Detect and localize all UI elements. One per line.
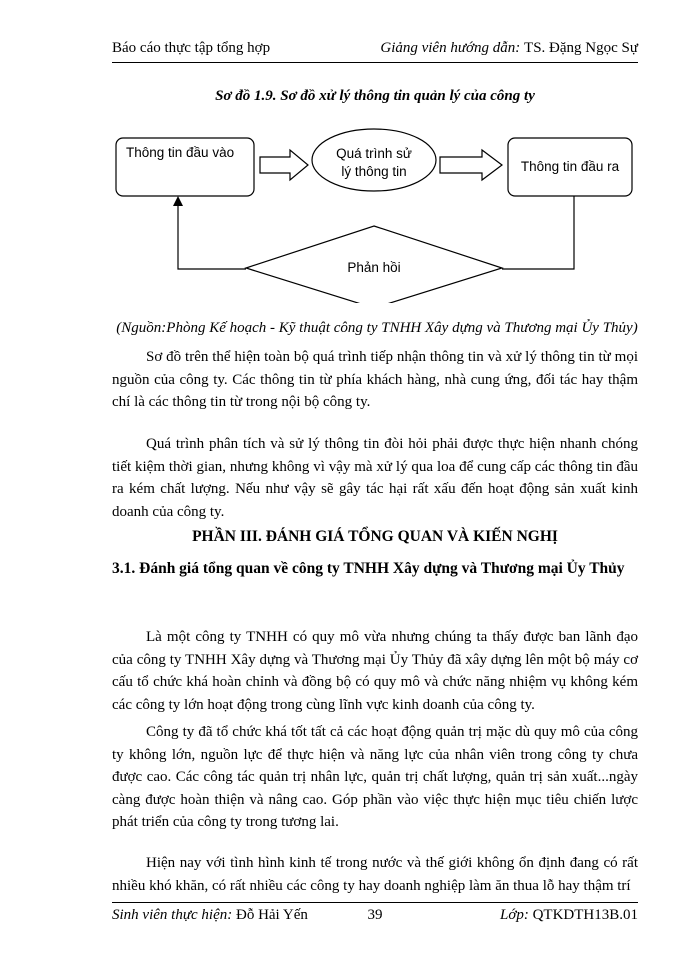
arrow-input-to-process bbox=[260, 150, 308, 180]
header-supervisor-name: TS. Đặng Ngọc Sự bbox=[524, 40, 638, 56]
info-processing-diagram bbox=[110, 128, 640, 303]
paragraph-economic-situation: Hiện nay với tình hình kinh tế trong nước và thế giới không ổn định đang có rất nhiều khó khăn, có rất nhiều các công ty hay doanh nghiệp làm ăn thua lỗ hay thậm trí bbox=[112, 855, 638, 894]
diagram-title: Sơ đồ 1.9. Sơ đồ xử lý thông tin quản lý của công ty bbox=[215, 88, 535, 104]
input-label: Thông tin đầu vào bbox=[126, 145, 235, 160]
paragraph-processing-requirement: Quá trình phân tích và sử lý thông tin đòi hỏi phải được thực hiện nhanh chóng tiết kiệm thời gian, nhưng không vì vậy mà xử lý qua loa để cung cấp các thông tin đầu ra kém chất lượng. Nếu như vậy sẽ gây tác hại rất xấu đến hoạt động sản xuất kinh doanh của công ty. bbox=[112, 436, 638, 520]
feedback-label: Phản hồi bbox=[347, 260, 401, 275]
arrowhead-to-input bbox=[173, 196, 183, 206]
line-feedback-to-input bbox=[178, 204, 246, 269]
paragraph-company-structure: Là một công ty TNHH có quy mô vừa nhưng chúng ta thấy được ban lãnh đạo của công ty TNHH Xây dựng và Thương mại Ủy Thủy đã xây dựng lên một bộ máy cơ cấu tổ chức khá hoàn chỉnh và đồng bộ có quy mô và chức năng nhiệm vụ không kém các công ty lớn hoạt động trong cùng lĩnh vực kinh doanh của công ty. bbox=[112, 629, 638, 713]
line-output-to-feedback bbox=[502, 196, 574, 269]
paragraph-management-activities: Công ty đã tổ chức khá tốt tất cả các hoạt động quản trị mặc dù quy mô của công ty không lớn, nguồn lực để thực hiện và năng lực của nhân viên trong công ty chưa được cao. Các công tác quản trị nhân lực, quản trị chất lượng, quản trị sản xuất...ngày càng được hoàn thiện và nâng cao. Góp phần vào việc thực hiện mục tiêu chiến lược phát triển của công ty trong tương lai. bbox=[112, 724, 638, 830]
page-header bbox=[112, 38, 638, 63]
output-label: Thông tin đầu ra bbox=[520, 159, 620, 174]
header-report-title: Báo cáo thực tập tổng hợp bbox=[112, 40, 271, 56]
paragraph-diagram-description: Sơ đồ trên thể hiện toàn bộ quá trình tiếp nhận thông tin và xử lý thông tin từ mọi nguồn của công ty. Các thông tin từ phía khách hàng, nhà cung ứng, đối tác hay thậm chí là các thông tin từ trong nội bộ công ty. bbox=[112, 349, 638, 410]
header-supervisor-label: Giảng viên hướng dẫn: bbox=[380, 40, 521, 56]
section-title: PHẦN III. ĐÁNH GIÁ TỔNG QUAN VÀ KIẾN NGHỊ bbox=[192, 528, 558, 545]
footer-class bbox=[500, 907, 638, 924]
diagram-source: (Nguồn:Phòng Kế hoạch - Kỹ thuật công ty TNHH Xây dựng và Thương mại Ủy Thủy) bbox=[116, 320, 638, 336]
arrow-process-to-output bbox=[440, 150, 502, 180]
process-label-line1: Quá trình sử bbox=[336, 146, 412, 161]
footer-class-value: QTKDTH13B.01 bbox=[532, 907, 638, 923]
process-label-line2: lý thông tin bbox=[341, 164, 407, 179]
footer-student-label: Sinh viên thực hiện: bbox=[112, 907, 233, 923]
footer-student-name: Đỗ Hải Yến bbox=[235, 907, 308, 923]
subsection-title: 3.1. Đánh giá tổng quan về công ty TNHH Xây dựng và Thương mại Ủy Thủy bbox=[112, 560, 625, 577]
page-footer bbox=[112, 902, 638, 927]
header-supervisor bbox=[380, 40, 638, 57]
page-number: 39 bbox=[367, 907, 383, 923]
footer-class-label: Lớp: bbox=[499, 907, 529, 923]
